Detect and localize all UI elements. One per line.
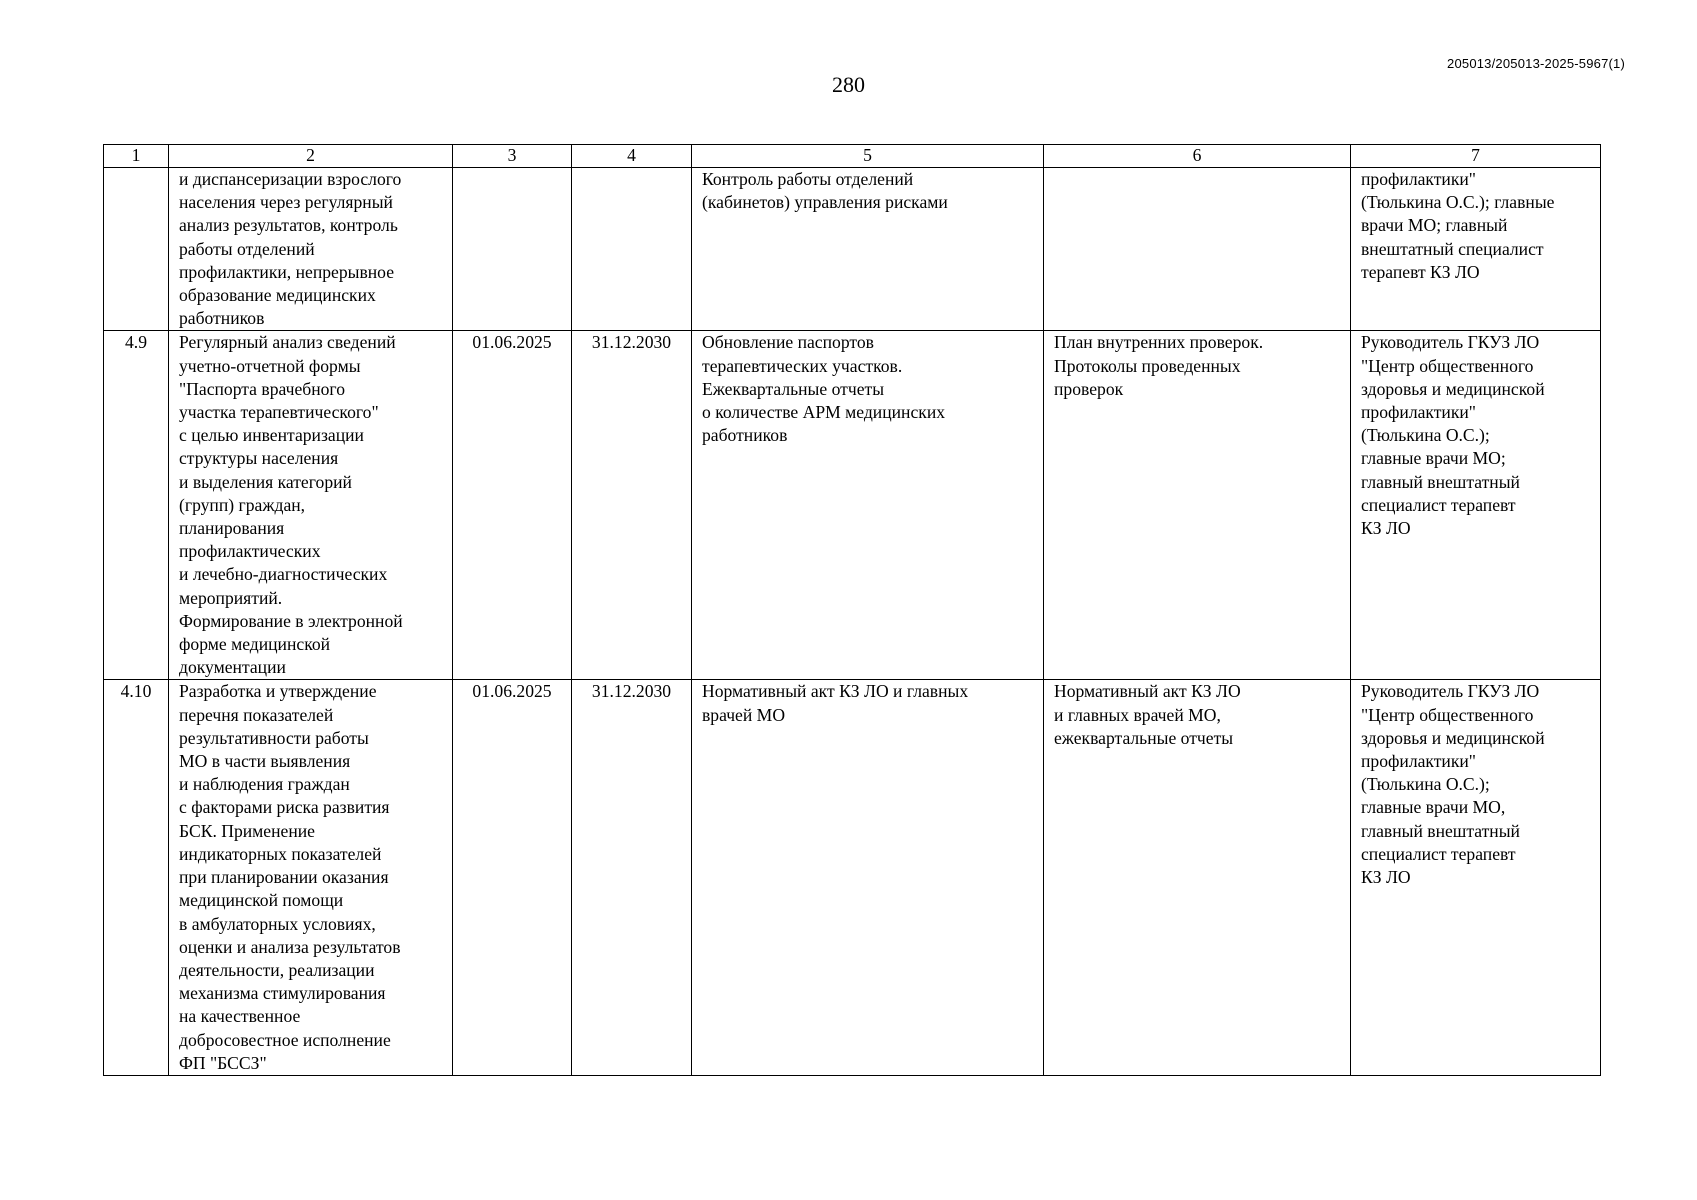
row-number-cell — [104, 168, 169, 331]
table-row — [104, 680, 1601, 1075]
control-cell — [1044, 168, 1351, 331]
responsible-cell: профилактики" (Тюлькина О.С.); главные врачи МО; главный внештатный специалист терапевт КЗ ЛО — [1351, 168, 1601, 331]
table-row — [104, 331, 1601, 680]
control-cell: Нормативный акт КЗ ЛО и главных врачей МО, ежеквартальные отчеты — [1044, 680, 1351, 1075]
end-date-cell — [572, 168, 692, 331]
result-cell: Контроль работы отделений (кабинетов) управления рисками — [692, 168, 1044, 331]
result-cell: Нормативный акт КЗ ЛО и главных врачей МО — [692, 680, 1044, 1075]
activity-cell: Регулярный анализ сведений учетно-отчетной формы "Паспорта врачебного участка терапевтического" с целью инвентаризации структуры населения и выделения категорий (групп) граждан, планирования профилактических и лечебно-диагностических мероприятий. Формирование в электронной форме медицинской документации — [169, 331, 453, 680]
start-date-cell: 01.06.2025 — [453, 680, 572, 1075]
row-number-cell: 4.10 — [104, 680, 169, 1075]
column-header-6: 6 — [1044, 145, 1351, 168]
start-date-cell — [453, 168, 572, 331]
responsible-cell: Руководитель ГКУЗ ЛО "Центр общественного здоровья и медицинской профилактики" (Тюлькина О.С.); главные врачи МО; главный внештатный специалист терапевт КЗ ЛО — [1351, 331, 1601, 680]
column-header-5: 5 — [692, 145, 1044, 168]
control-cell: План внутренних проверок. Протоколы проведенных проверок — [1044, 331, 1351, 680]
table-row — [104, 168, 1601, 331]
column-number-row — [104, 145, 1601, 168]
column-header-1: 1 — [104, 145, 169, 168]
activity-plan-table — [103, 144, 1601, 1076]
column-header-3: 3 — [453, 145, 572, 168]
column-header-7: 7 — [1351, 145, 1601, 168]
row-number-cell: 4.9 — [104, 331, 169, 680]
activity-cell: и диспансеризации взрослого населения через регулярный анализ результатов, контроль работы отделений профилактики, непрерывное образование медицинских работников — [169, 168, 453, 331]
column-header-2: 2 — [169, 145, 453, 168]
start-date-cell: 01.06.2025 — [453, 331, 572, 680]
activity-cell: Разработка и утверждение перечня показателей результативности работы МО в части выявления и наблюдения граждан с факторами риска развития БСК. Применение индикаторных показателей при планировании оказания медицинской помощи в амбулаторных условиях, оценки и анализа результатов деятельности, реализации механизма стимулирования на качественное добросовестное исполнение ФП "БССЗ" — [169, 680, 453, 1075]
end-date-cell: 31.12.2030 — [572, 680, 692, 1075]
end-date-cell: 31.12.2030 — [572, 331, 692, 680]
responsible-cell: Руководитель ГКУЗ ЛО "Центр общественного здоровья и медицинской профилактики" (Тюлькина О.С.); главные врачи МО, главный внештатный специалист терапевт КЗ ЛО — [1351, 680, 1601, 1075]
result-cell: Обновление паспортов терапевтических участков. Ежеквартальные отчеты о количестве АРМ медицинских работников — [692, 331, 1044, 680]
document-id: 205013/205013-2025-5967(1) — [1447, 56, 1625, 71]
column-header-4: 4 — [572, 145, 692, 168]
page-number: 280 — [832, 72, 865, 97]
